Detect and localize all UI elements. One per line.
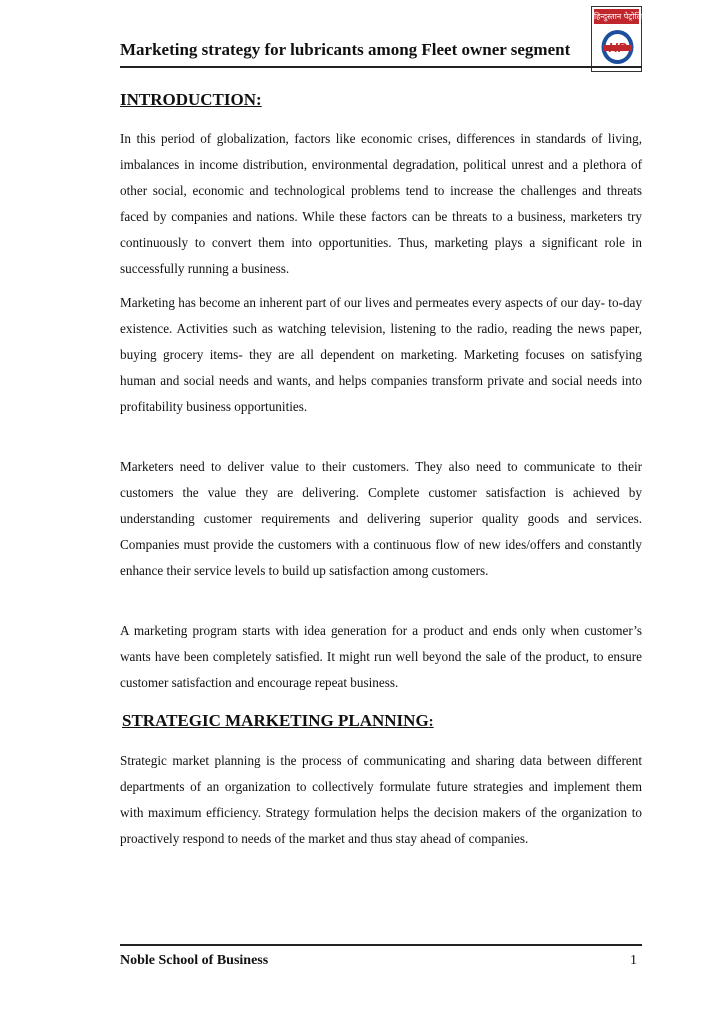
intro-paragraph-2: Marketing has become an inherent part of our lives and permeates every aspects of our day- to-day existence. Activities such as watching television, listening to the radio, reading the news paper, buying grocery items- they are all dependent on marketing. Marketing focuses on satisfying human and social needs and wants, and helps companies transform private and social needs into profitability business opportunities.: [120, 295, 642, 414]
header-rule: [120, 66, 642, 68]
logo-emblem-text: HP: [608, 40, 627, 55]
page-number: 1: [630, 953, 637, 968]
intro-paragraph-3: Marketers need to deliver value to their customers. They also need to communicate to their customers the value they are delivering. Complete customer satisfaction is achieved by understanding customer requirements and delivering superior quality goods and services. Companies must provide the customers with a continuous flow of new ides/offers and constantly enhance their service levels to build up satisfaction among customers.: [120, 459, 642, 578]
hp-emblem-icon: [599, 27, 636, 67]
section-heading-colon: :: [428, 714, 434, 730]
logo-band-text: हिन्दुस्तान पेट्रोलियम: [594, 9, 639, 24]
hp-logo: [591, 6, 652, 72]
section-heading-strategic-planning: [122, 711, 434, 731]
section-heading-strategic-planning-text: STRATEGIC MARKETING PLANNING: [122, 711, 429, 730]
footer-school-name: Noble School of Business: [120, 953, 269, 968]
intro-paragraph-4: A marketing program starts with idea generation for a product and ends only when customer’s wants have been completely satisfied. It might run well beyond the sale of the product, to ensure customer satisfaction and encourage repeat business.: [120, 623, 642, 690]
intro-paragraph-1: In this period of globalization, factors like economic crises, differences in standards of living, imbalances in income distribution, environmental degradation, political unrest and a plethora of other social, economic and technological problems tend to increase the challenges and threats faced by companies and nations. While these factors can be threats to a business, marketers try continuously to convert them into opportunities. Thus, marketing plays a significant role in successfully running a business.: [120, 131, 642, 276]
strategic-paragraph-1: Strategic market planning is the process of communicating and sharing data between different departments of an organization to collectively formulate future strategies and implement them with maximum efficiency. Strategy formulation helps the decision makers of the organization to proactively respond to needs of the market and thus stay ahead of companies.: [120, 753, 642, 846]
section-heading-introduction: INTRODUCTION:: [120, 90, 262, 109]
header-title: Marketing strategy for lubricants among Fleet owner segment: [120, 40, 571, 59]
footer-rule: [120, 944, 642, 946]
